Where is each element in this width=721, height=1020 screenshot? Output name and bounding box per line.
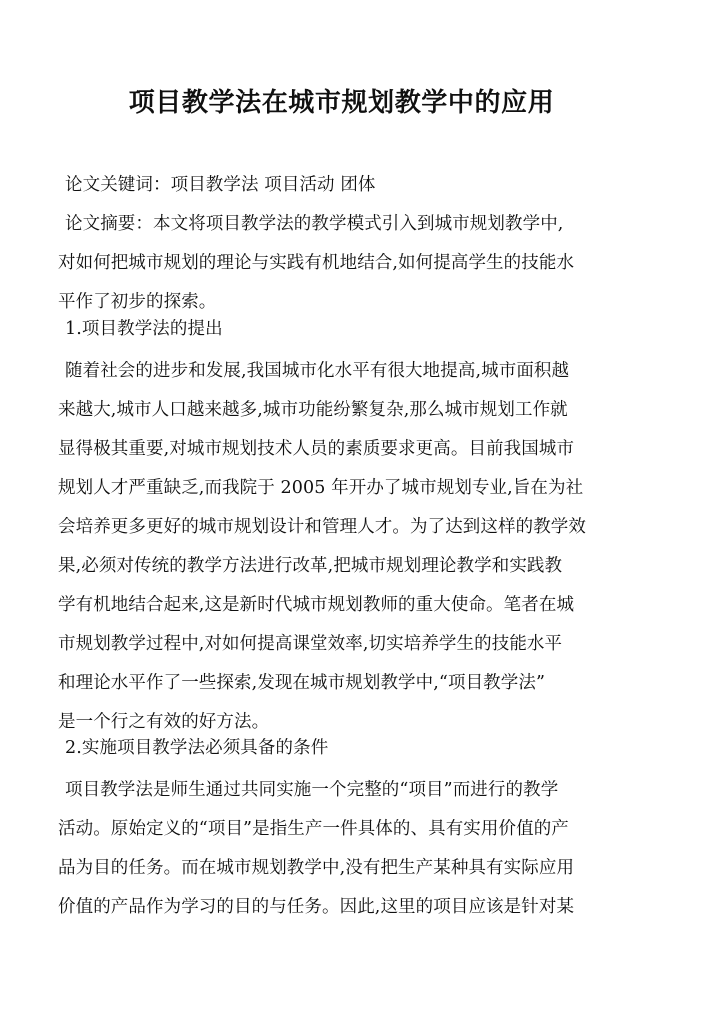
abstract-line: 平作了初步的探索。 [58,292,217,312]
section-paragraph-2 [58,771,625,927]
body-line: 果,必须对传统的教学方法进行改革,把城市规划理论教学和实践教 [58,556,563,576]
body-line: 会培养更多更好的城市规划设计和管理人才。为了达到这样的教学效 [58,517,586,537]
body-line: 品为目的任务。而在城市规划教学中,没有把生产某种具有实际应用 [58,858,575,878]
body-line: 规划人才严重缺乏,而我院于 2005 年开办了城市规划专业,旨在为社 [58,478,584,498]
document-meta-block [58,166,625,322]
body-line: 和理论水平作了一些探索,发现在城市规划教学中,“项目教学法” [58,673,546,693]
section-heading-text: 1.项目教学法的提出 [65,319,223,339]
section-heading-2 [58,729,625,768]
abstract-line: 对如何把城市规划的理论与实践有机地结合,如何提高学生的技能水 [58,253,575,273]
body-line: 来越大,城市人口越来越多,城市功能纷繁复杂,那么城市规划工作就 [58,400,568,420]
body-line: 项目教学法是师生通过共同实施一个完整的“项目”而进行的教学 [65,780,559,800]
keywords-line: 论文关键词：项目教学法 项目活动 团体 [65,175,376,195]
abstract-line: 论文摘要：本文将项目教学法的教学模式引入到城市规划教学中, [65,214,564,234]
body-line: 显得极其重要,对城市规划技术人员的素质要求更高。目前我国城市 [58,439,575,459]
body-line: 活动。原始定义的“项目”是指生产一件具体的、具有实用价值的产 [58,819,569,839]
page-title: 项目教学法在城市规划教学中的应用 [128,88,555,118]
section-heading-1 [58,310,625,349]
body-line: 价值的产品作为学习的目的与任务。因此,这里的项目应该是针对某 [58,897,575,917]
body-line: 学有机地结合起来,这是新时代城市规划教师的重大使命。笔者在城 [58,595,575,615]
body-line: 随着社会的进步和发展,我国城市化水平有很大地提高,城市面积越 [65,361,570,381]
body-line: 是一个行之有效的好方法。 [58,712,270,732]
body-line: 市规划教学过程中,对如何提高课堂效率,切实培养学生的技能水平 [58,634,563,654]
section-heading-text: 2.实施项目教学法必须具备的条件 [65,738,329,758]
section-paragraph-1 [58,352,625,742]
